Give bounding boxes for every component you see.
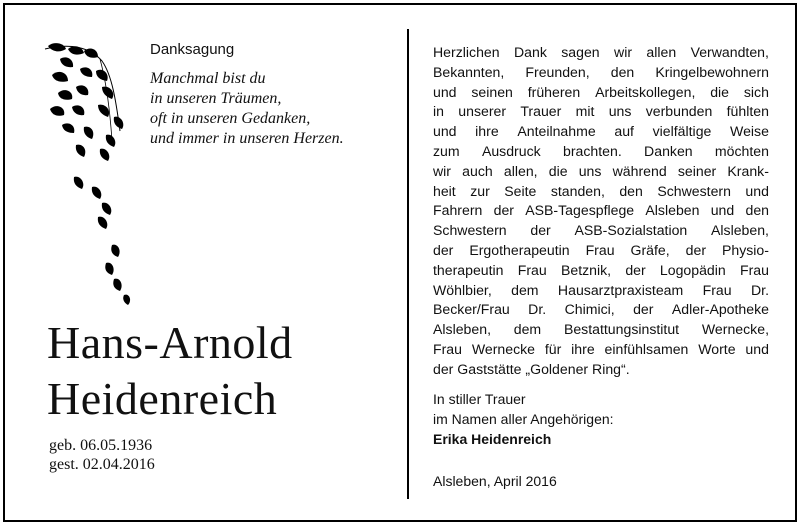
- thanks-line: und ihre Anteilnahme auf vielfältige Weise: [433, 123, 769, 140]
- deceased-name: [47, 315, 293, 427]
- thanks-text: [433, 43, 769, 380]
- thanks-line: heit zur Seite standen, den Schwestern und: [433, 182, 769, 199]
- obituary-card: [3, 3, 797, 522]
- place-date: Alsleben, April 2016: [433, 473, 557, 489]
- last-name: Heidenreich: [47, 373, 278, 424]
- mourning-block: [433, 389, 614, 449]
- poem-line: in unseren Träumen,: [150, 90, 282, 107]
- poem: [150, 69, 344, 149]
- thanks-line: therapeutin Frau Betznik, der Logopädin Frau: [433, 261, 769, 278]
- mourning-line: In stiller Trauer: [433, 391, 526, 407]
- death-date: gest. 02.04.2016: [49, 456, 155, 473]
- life-dates: [49, 436, 155, 474]
- divider: [407, 29, 409, 499]
- thanks-line: Fahrern der ASB-Tagespflege Alsleben und den: [433, 202, 769, 219]
- thanks-line: der Gaststätte „Goldener Ring“.: [433, 360, 630, 377]
- thanks-line: Alsleben, dem Bestattungsinstitut Wernecke,: [433, 321, 769, 338]
- thanks-line: Frau Wernecke für ihre einfühlsamen Worte und: [433, 340, 769, 357]
- birth-date: geb. 06.05.1936: [49, 437, 153, 454]
- thanks-line: Becker/Frau Dr. Chimici, der Adler-Apotheke: [433, 301, 769, 318]
- poem-line: und immer in unseren Herzen.: [150, 130, 344, 147]
- thanks-line: der Ergotherapeutin Frau Gräfe, der Physio-: [433, 241, 769, 258]
- thanks-line: in unserer Trauer mit uns verbunden fühlten: [433, 103, 769, 120]
- first-name: Hans-Arnold: [47, 317, 293, 368]
- thanks-line: zum Ausdruck brachten. Danken möchten: [433, 142, 769, 159]
- thanks-line: Herzlichen Dank sagen wir allen Verwandten,: [433, 44, 769, 60]
- thanks-line: Schwestern der ASB-Sozialstation Alsleben,: [433, 222, 769, 239]
- leaf-branch-icon: [40, 41, 150, 311]
- poem-line: oft in unseren Gedanken,: [150, 110, 311, 127]
- mourning-line: im Namen aller Angehörigen:: [433, 411, 614, 427]
- heading: Danksagung: [150, 41, 235, 58]
- thanks-line: Wöhlbier, dem Hausarztpraxisteam Frau Dr.: [433, 281, 769, 298]
- thanks-line: Bekannten, Freunden, den Kringelbewohnern: [433, 63, 769, 80]
- poem-line: Manchmal bist du: [150, 70, 266, 87]
- thanks-line: wir auch allen, die uns während seiner Krank-: [433, 162, 769, 179]
- signer-name: Erika Heidenreich: [433, 431, 552, 447]
- thanks-line: und seinen früheren Arbeitskollegen, die sich: [433, 83, 769, 100]
